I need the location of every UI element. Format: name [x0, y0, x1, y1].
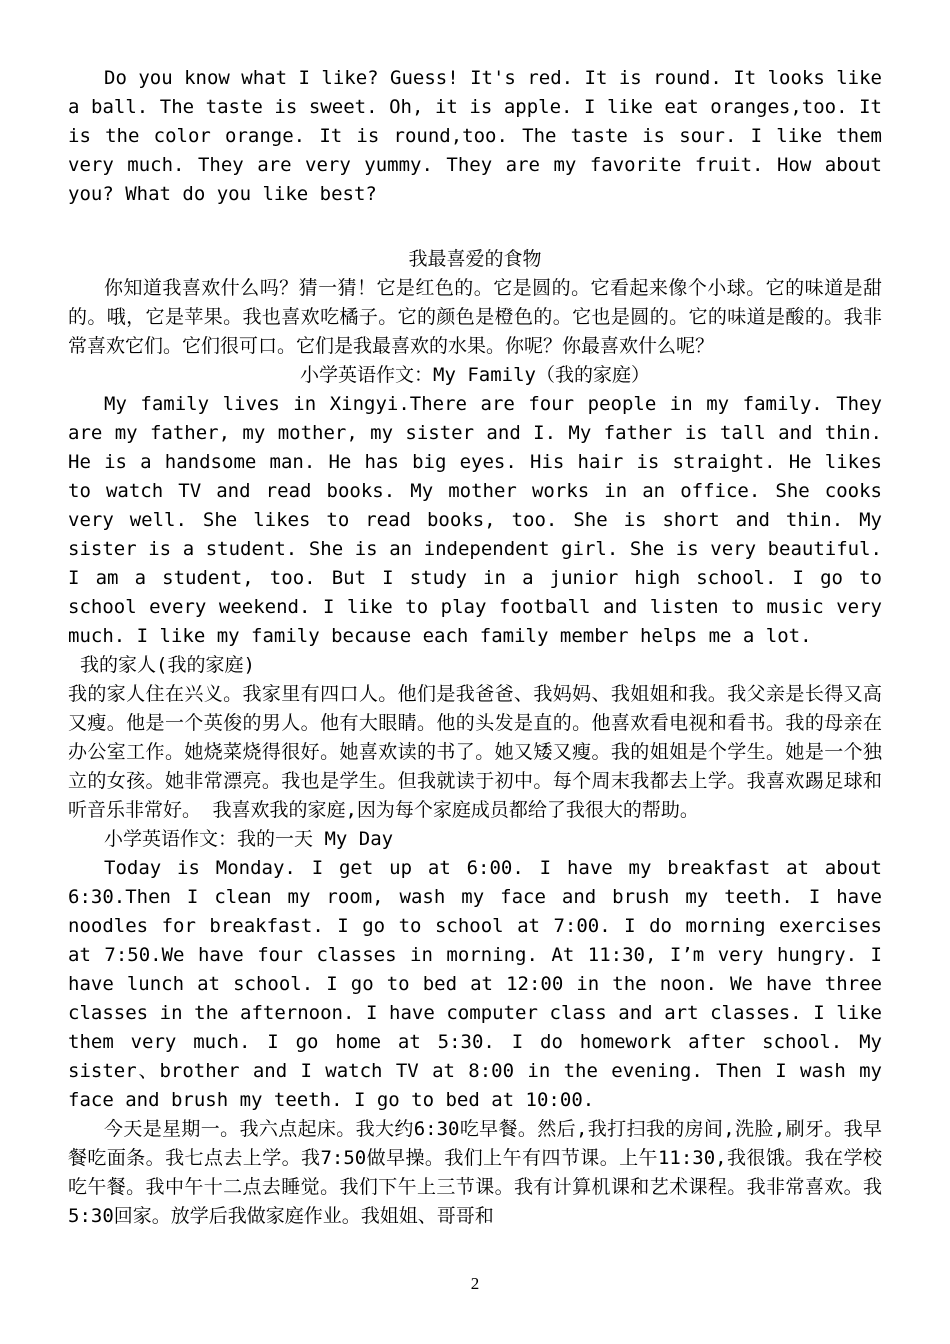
spacer: [68, 209, 882, 245]
essay1-english-paragraph: Do you know what I like? Guess! It's red. It is round. It looks like a ball. The taste is sweet. Oh, it is apple. I like eat oranges,too. It is the color orange. It is round,too. The taste is sour. I like them very much. They are very yummy. They are my favorite fruit. How about you? What do you like best?: [68, 67, 882, 205]
essay1-chinese-title: 我最喜爱的食物: [408, 248, 542, 270]
page-number: 2: [470, 1274, 480, 1293]
essay2-chinese-paragraph: 我的家人住在兴义。我家里有四口人。他们是我爸爸、我妈妈、我姐姐和我。我父亲是长得又高又瘦。他是一个英俊的男人。他有大眼睛。他的头发是直的。他喜欢看电视和看书。我的母亲在办公室工作。她烧菜烧得很好。她喜欢读的书了。她又矮又瘦。我的姐姐是个学生。她是一个独立的女孩。她非常漂亮。我也是学生。但我就读于初中。每个周末我都去上学。我喜欢踢足球和听音乐非常好。 我喜欢我的家庭,因为每个家庭成员都给了我很大的帮助。: [68, 683, 882, 821]
essay3-title: 小学英语作文：我的一天 My Day: [104, 828, 394, 850]
essay3-chinese-paragraph: 今天是星期一。我六点起床。我大约6:30吃早餐。然后,我打扫我的房间,洗脸,刷牙。我早餐吃面条。我七点去上学。我7:50做早操。我们上午有四节课。上午11:30,我很饿。我在学校吃午餐。我中午十二点去睡觉。我们下午上三节课。我有计算机课和艺术课程。我非常喜欢。我5:30回家。放学后我做家庭作业。我姐姐、哥哥和: [68, 1118, 882, 1227]
essay2-title: 小学英语作文：My Family（我的家庭）: [300, 364, 650, 386]
essay2-chinese-title: 我的家人(我的家庭): [80, 654, 255, 676]
document-page: [68, 64, 882, 1231]
essay2-english-paragraph: My family lives in Xingyi.There are four people in my family. They are my father, my mother, my sister and I. My father is tall and thin. He is a handsome man. He has big eyes. His hair is straight. He likes to watch TV and read books. My mother works in an office. She cooks very well. She likes to read books, too. She is short and thin. My sister is a student. She is an independent girl. She is very beautiful. I am a student, too. But I study in a junior high school. I go to school every weekend. I like to play football and listen to music very much. I like my family because each family member helps me a lot.: [68, 393, 882, 647]
essay1-chinese-paragraph: 你知道我喜欢什么吗？猜一猜！它是红色的。它是圆的。它看起来像个小球。它的味道是甜的。哦，它是苹果。我也喜欢吃橘子。它的颜色是橙色的。它也是圆的。它的味道是酸的。我非常喜欢它们。它们很可口。它们是我最喜欢的水果。你呢？你最喜欢什么呢？: [68, 277, 882, 357]
essay3-english-paragraph: Today is Monday. I get up at 6:00. I have my breakfast at about 6:30.Then I clean my room, wash my face and brush my teeth. I have noodles for breakfast. I go to school at 7:00. I do morning exercises at 7:50.We have four classes in morning. At 11:30, I’m very hungry. I have lunch at school. I go to bed at 12:00 in the noon. We have three classes in the afternoon. I have computer class and art classes. I like them very much. I go home at 5:30. I do homework after school. My sister、brother and I watch TV at 8:00 in the evening. Then I wash my face and brush my teeth. I go to bed at 10:00.: [68, 857, 882, 1111]
